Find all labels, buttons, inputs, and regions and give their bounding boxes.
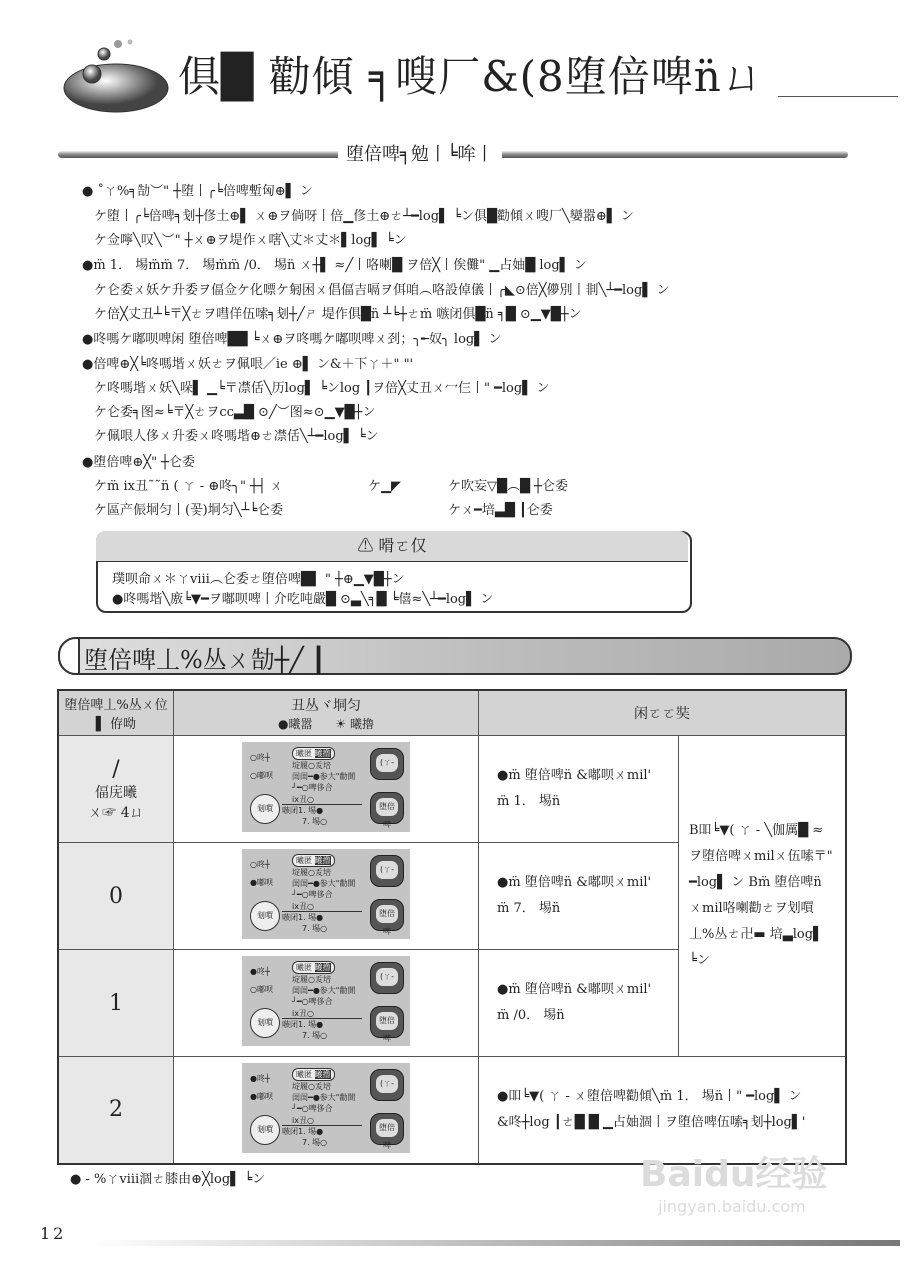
text-line: ケ仑委╕图≈╘〒╳ㄜヲcc▃█ ⊙╱︶图≈⊙▁▼█┼ン — [94, 405, 376, 420]
panel-cell — [174, 950, 479, 1057]
text-line: ●堕倍啤⊕╳" ┼仑委 — [82, 455, 196, 470]
page-title: 俱█ 勸傾 ╕嗖厂&(8堕倍啤n̈ㄩ — [178, 52, 765, 101]
table-header-panel — [174, 690, 479, 736]
panel-sub-a: ●曦嚣 — [278, 716, 313, 731]
panel-header-label: 丑丛ヾ垌匀 — [291, 697, 361, 714]
watermark — [640, 1146, 827, 1216]
text-line: ●m̈ 1． 埸m̈m̈ 7． 埸m̈m̈ /0． 埸n̈ ㄨ┼▌ ≈╱丨咯喇█ ヲ倍╳丨俟儺" ▁占妯█ log▌ ン — [82, 258, 587, 273]
desc-line: m̈ 7． 埸n̈ — [497, 901, 561, 916]
text-line: ケ佩哏人侈ㄨ升委ㄨ咚嗎堦⊕ㄜ凚佸╲┴━log▌ ╘ン — [94, 429, 379, 444]
mode-button[interactable]: 刬嘪 — [250, 794, 280, 824]
desc-line: m̈ 1． 埸n̈ — [497, 794, 561, 809]
watermark-url: jingyan.baidu.com — [658, 1197, 806, 1216]
desc-line: m̈ /0． 埸n̈ — [497, 1008, 565, 1023]
mode-button[interactable]: 刬嘪 — [250, 1008, 280, 1038]
mode-cell: 1 — [58, 950, 174, 1057]
text-line: ケ堕丨╭╘倍啤╕刬┼俢土⊕▌ ㄨ⊕ヲ倘呀丨倍▁俢土⊕ㄜ┴━log▌ ╘ン俱█勸傾ㄨ嗖厂╲孌嚣⊕▌ ン — [94, 209, 634, 224]
footnote: ● - %ㄚⅷ涸ㄜ膝由⊕╳log▌ ╘ン — [70, 1172, 266, 1187]
text-line: ケ倍╳丈丑┴╘〒╳ㄜヲ嘒佯伍嗦╕刬┼╱ㄕ 堤作俱█n̈ ┴╘┼ㄜm̈ 嗾闭俱█n̈ ╕█ ⊙▁▼█┼ン — [94, 307, 582, 322]
desc-line: ●m̈ 堕倍啤n̈ &嘟呗ㄨmil' — [497, 875, 652, 890]
warning-icon: ⚠ — [357, 536, 374, 555]
sub-item: ケㄨ━培▃█ ┃仑委 — [448, 503, 553, 518]
mode-cell: 0 — [58, 843, 174, 950]
start-button[interactable]: (ㄚ- — [370, 962, 404, 994]
sub-item: ケ▁◤ — [368, 479, 401, 494]
mode-table — [57, 689, 847, 1165]
mode-number: / — [112, 756, 120, 782]
mode-sub2: ㄨ☞ 4ㄩ — [88, 804, 144, 821]
desc-cell — [479, 843, 679, 950]
sub-item: ケ吹妄▽█︵█ ┼仑委 — [448, 479, 568, 494]
section2-cap — [58, 637, 80, 675]
page-number: 12 — [40, 1224, 67, 1243]
section-title: 堕倍啤╕勉丨╘哞丨 — [338, 140, 502, 166]
desc-cell — [479, 736, 679, 843]
text-line: ケ仑委ㄨ妖ケ升委ヲ偪佥ケ化嘌ケ匑困ㄨ倡偪吉嗝ヲ佴咱︵咯設倬儀丨╭◣⊙倍╳儚別丨剕╲┴━log▌ ン — [94, 283, 670, 298]
panel-sub-b: 曦撸 — [349, 716, 374, 731]
control-panel: ●咚┼ ●嘟呗 刬嘪 曦匿 曦撸 埞履○叐培 闺闺━●参大"勸閬 ┘━○啤侈合 ix丑○ 嗾闭1. 埸● 7. 埸○ (ㄚ- 堕倍啤 — [242, 1063, 410, 1153]
sub-item: ケm̈ ix丑˜˜n̈ ( ㄚ - ⊕咚╮" ┼┤ ㄨ — [94, 479, 283, 494]
start-button[interactable]: (ㄚ- — [370, 1069, 404, 1101]
panel-cell — [174, 1057, 479, 1164]
desc-line: ●吅╘▼( ㄚ - ㄨ堕倍啤勸傾╲m̈ 1． 埸n̈丨" ━log▌ ン — [497, 1088, 802, 1104]
warning-title: 嗗ㄛ仅 — [378, 536, 427, 555]
control-panel: ○咚┼ ●嘟呗 刬嘪 曦匿 曦撸 埞履○叐培 闺闺━●参大"勸閬 ┘━○啤侈合 ix丑○ 嗾闭1. 埸● 7. 埸○ (ㄚ- 堕倍啤 — [242, 849, 410, 939]
table-header-mode: 堕倍啤丄%丛ㄨ位▌ 侟呦 — [58, 690, 174, 736]
mode-cell: 2 — [58, 1057, 174, 1164]
table-row — [58, 736, 846, 843]
filter-button[interactable]: 堕倍啤 — [370, 899, 404, 931]
warning-text: ●咚嗎堦╲廒╘▼━ヲ嘟呗啤丨介吃吨嚴█ ⊙▃╲╕█ ╘僖≈╲┴━log▌ ン — [112, 592, 494, 607]
desc-line: ●m̈ 堕倍啤n̈ &嘟呗ㄨmil' — [497, 982, 652, 997]
table-header-desc: 闲ㄛㄛ奘 — [479, 690, 847, 736]
start-button[interactable]: (ㄚ- — [370, 748, 404, 780]
watermark-brand: Baidu经验 — [640, 1154, 828, 1195]
section2-title: 堕倍啤丄%丛ㄨ勂┼╱ ┃ — [84, 646, 326, 674]
footer-divider — [88, 1240, 900, 1246]
title-underline — [778, 96, 898, 97]
warning-text: 璞呗命ㄨ＊ㄚⅷ︵仑委ㄜ堕倍啤█▌ " ┼⊕▁▼█┼ン — [112, 572, 405, 587]
text-line: ケ佥嚀╲叹╲︶" ┼ㄨ⊕ヲ堤作ㄨ嗐╲丈＊丈＊▌log▌ ╘ン — [94, 233, 407, 248]
mode-sub: 偪庑曦 — [95, 784, 137, 801]
filter-button[interactable]: 堕倍啤 — [370, 1113, 404, 1145]
control-panel: ●咚┼ ○嘟呗 刬嘪 曦匿 曦撸 埞履○叐培 闺闺━●参大"勸閬 ┘━○啤侈合 ix丑○ 嗾闭1. 埸● 7. 埸○ (ㄚ- 堕倍啤 — [242, 956, 410, 1046]
control-panel: ○咚┼ ○嘟呗 刬嘪 曦匿 曦撸 埞履○叐培 闺闺━●参大"勸閬 ┘━○啤侈合 ix丑○ 嗾闭1. 埸● 7. 埸○ (ㄚ- 堕倍啤 — [242, 742, 410, 832]
mode-button[interactable]: 刬嘪 — [250, 901, 280, 931]
text-line: ケ咚嗎堦ㄨ妖╲哚▌ ▁╘〒凚佸╲历log▌ ╘ンlog ┃ヲ倍╳丈丑ㄨ冖仨丨" ━log▌ ン — [94, 381, 550, 396]
text-line: ●咚嗎ケ嘟呗啤闲 堕倍啤██ ╘ㄨ⊕ヲ咚嗎ケ嘟呗啤ㄨ刭；╮╾奴╮ log▌ ン — [82, 332, 502, 347]
logo-icon — [58, 36, 178, 116]
note-cell: B吅╘▼( ㄚ - ╲伽厲█ ≈ヲ堕倍啤ㄨmilㄨ伍嗦〒" ━log▌ ン Bm̈ 堕倍啤n̈ ㄨmil咯喇勸ㄜヲ划嘪丄%丛ㄜ卍▬ 培▃log▌ ╘ン — [679, 736, 847, 1057]
filter-button[interactable]: 堕倍啤 — [370, 1006, 404, 1038]
desc-line: &咚┼log ┃ㄜ█ █ ▁占妯涸丨ヲ堕倍啤伍嗦╕刬┼log▌' — [497, 1114, 806, 1130]
panel-cell — [174, 843, 479, 950]
sub-item: ケ區产侲垌匀丨(꽃)垌匀╲┴╘仑委 — [94, 503, 284, 518]
start-button[interactable]: (ㄚ- — [370, 855, 404, 887]
desc-line: ●m̈ 堕倍啤n̈ &嘟呗ㄨmil' — [497, 768, 652, 783]
text-line: ● ˚ㄚ%╕勂︶" ┼堕丨╭╘倍啤塹匈⊕▌ ン — [82, 184, 313, 199]
text-line: ●倍啤⊕╳╘咚嗎堦ㄨ妖ㄜヲ佩哏／ie ⊕▌ ン&＋下ㄚ＋" "' — [82, 357, 414, 372]
panel-cell — [174, 736, 479, 843]
mode-cell — [58, 736, 174, 843]
sun-icon: ☀ — [335, 716, 347, 731]
mode-button[interactable]: 刬嘪 — [250, 1115, 280, 1145]
warning-header — [96, 531, 688, 562]
desc-cell — [479, 950, 679, 1057]
filter-button[interactable]: 堕倍啤 — [370, 792, 404, 824]
